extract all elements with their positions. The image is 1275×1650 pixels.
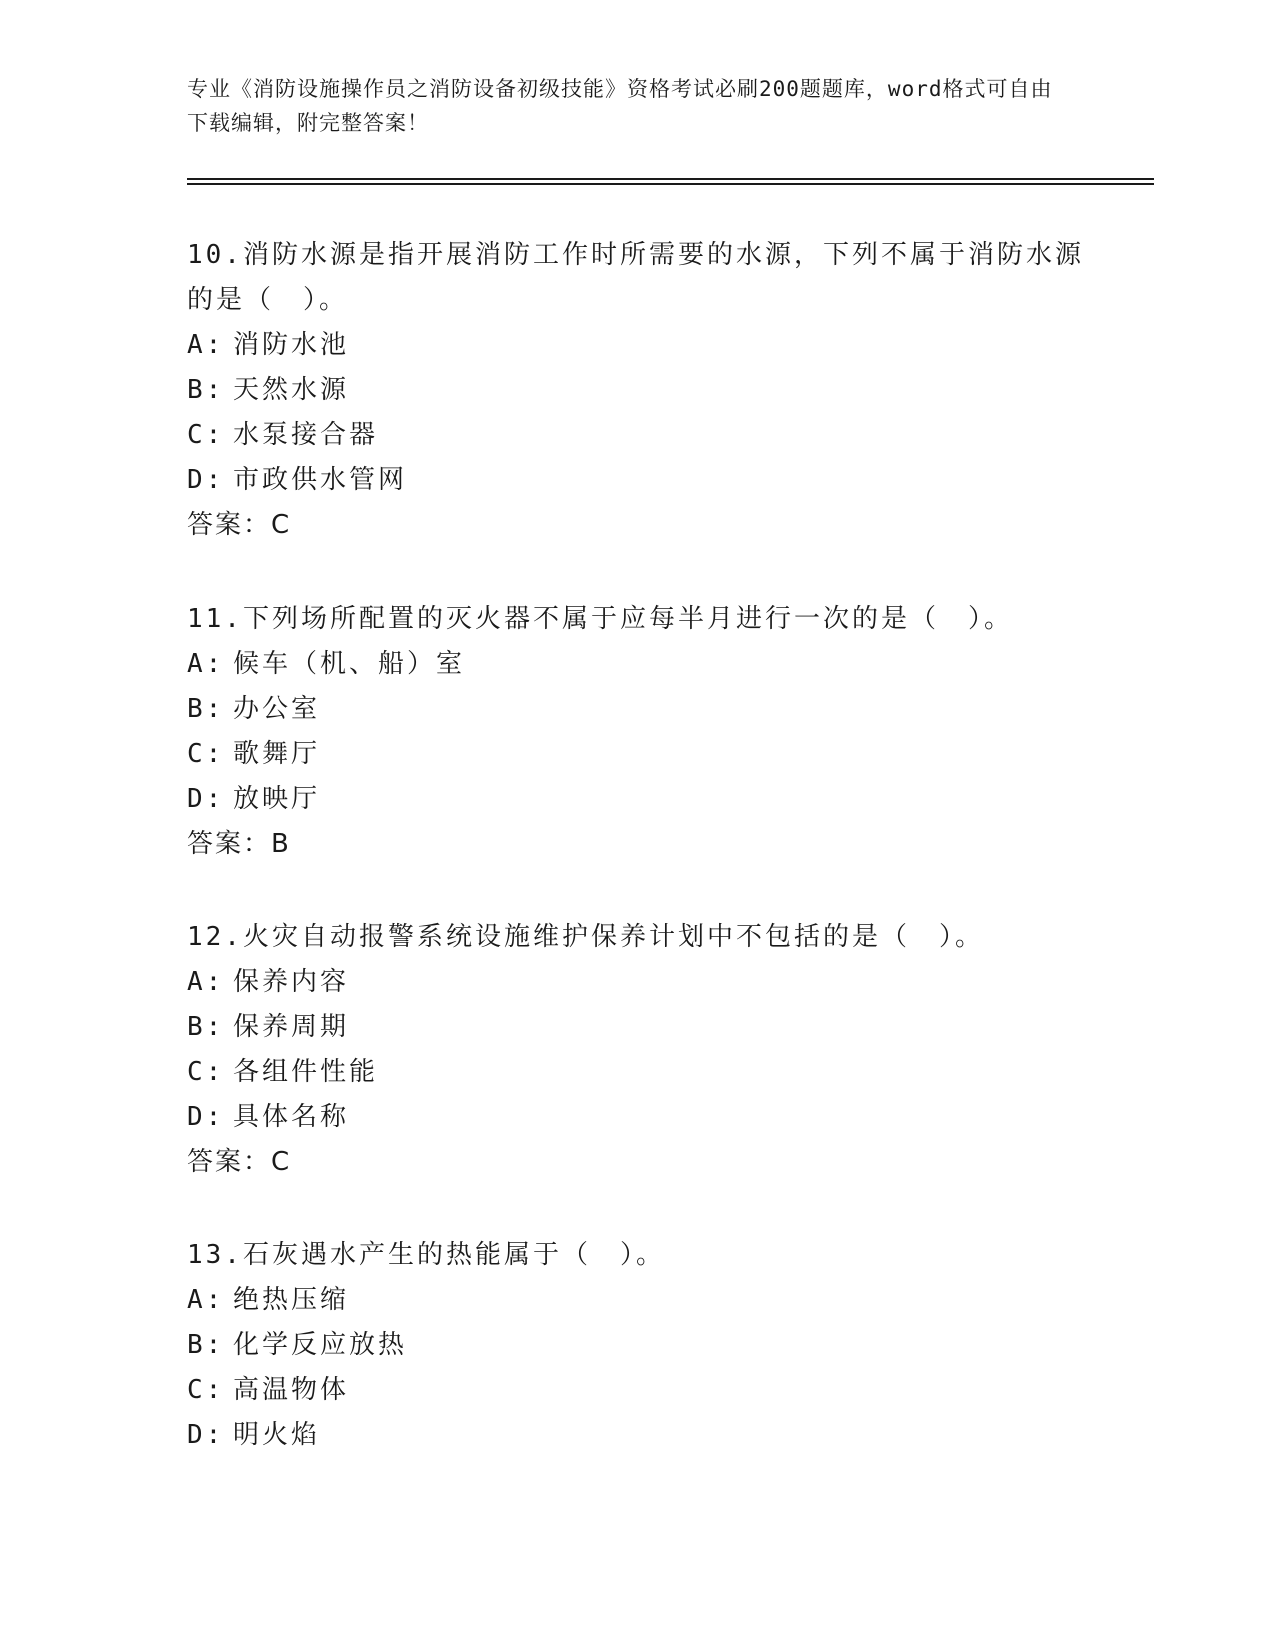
option-key: C: [187,1057,225,1087]
option-text: 具体名称 [233,1102,350,1132]
question-12 [187,915,1087,1185]
option-d [187,1413,1087,1458]
question-stem: 10.消防水源是指开展消防工作时所需要的水源，下列不属于消防水源的是（ ）。 [187,240,1084,315]
option-a [187,642,1087,687]
answer-line: 答案：C [187,510,292,540]
option-d [187,1095,1087,1140]
option-key: B: [187,694,225,724]
option-text: 高温物体 [233,1375,350,1405]
option-text: 放映厅 [233,784,321,814]
option-text: 保养内容 [233,967,350,997]
option-key: D: [187,784,225,814]
option-key: B: [187,1330,225,1360]
option-key: A: [187,1285,225,1315]
option-a [187,960,1087,1005]
option-text: 水泵接合器 [233,420,379,450]
header-divider-bottom [187,183,1154,185]
option-key: B: [187,375,225,405]
option-text: 消防水池 [233,330,350,360]
answer-line: 答案：C [187,1147,292,1177]
option-a [187,1278,1087,1323]
option-text: 各组件性能 [233,1057,379,1087]
option-b [187,1323,1087,1368]
option-key: A: [187,967,225,997]
answer-line: 答案：B [187,829,291,859]
option-key: C: [187,420,225,450]
question-11 [187,597,1087,867]
option-key: A: [187,649,225,679]
question-stem: 11.下列场所配置的灭火器不属于应每半月进行一次的是（ ）。 [187,604,1013,634]
option-text: 办公室 [233,694,321,724]
option-text: 保养周期 [233,1012,350,1042]
option-d [187,777,1087,822]
option-key: D: [187,465,225,495]
option-b [187,1005,1087,1050]
option-c [187,1368,1087,1413]
option-text: 天然水源 [233,375,350,405]
header-divider-top [187,178,1154,180]
question-stem: 13.石灰遇水产生的热能属于（ ）。 [187,1240,665,1270]
question-stem: 12.火灾自动报警系统设施维护保养计划中不包括的是（ ）。 [187,922,984,952]
option-key: D: [187,1102,225,1132]
option-text: 绝热压缩 [233,1285,350,1315]
option-key: B: [187,1012,225,1042]
document-intro: 专业《消防设施操作员之消防设备初级技能》资格考试必刷200题题库，word格式可自由下载编辑，附完整答案！ [187,77,1053,135]
option-b [187,368,1087,413]
option-key: C: [187,1375,225,1405]
question-13 [187,1233,1087,1458]
option-a [187,323,1087,368]
option-key: C: [187,739,225,769]
option-text: 歌舞厅 [233,739,321,769]
option-key: A: [187,330,225,360]
option-text: 明火焰 [233,1420,321,1450]
option-c [187,732,1087,777]
option-c [187,1050,1087,1095]
question-10 [187,233,1087,548]
option-text: 候车（机、船）室 [233,649,466,679]
option-b [187,687,1087,732]
option-d [187,458,1087,503]
option-c [187,413,1087,458]
option-text: 市政供水管网 [233,465,408,495]
option-key: D: [187,1420,225,1450]
option-text: 化学反应放热 [233,1330,408,1360]
